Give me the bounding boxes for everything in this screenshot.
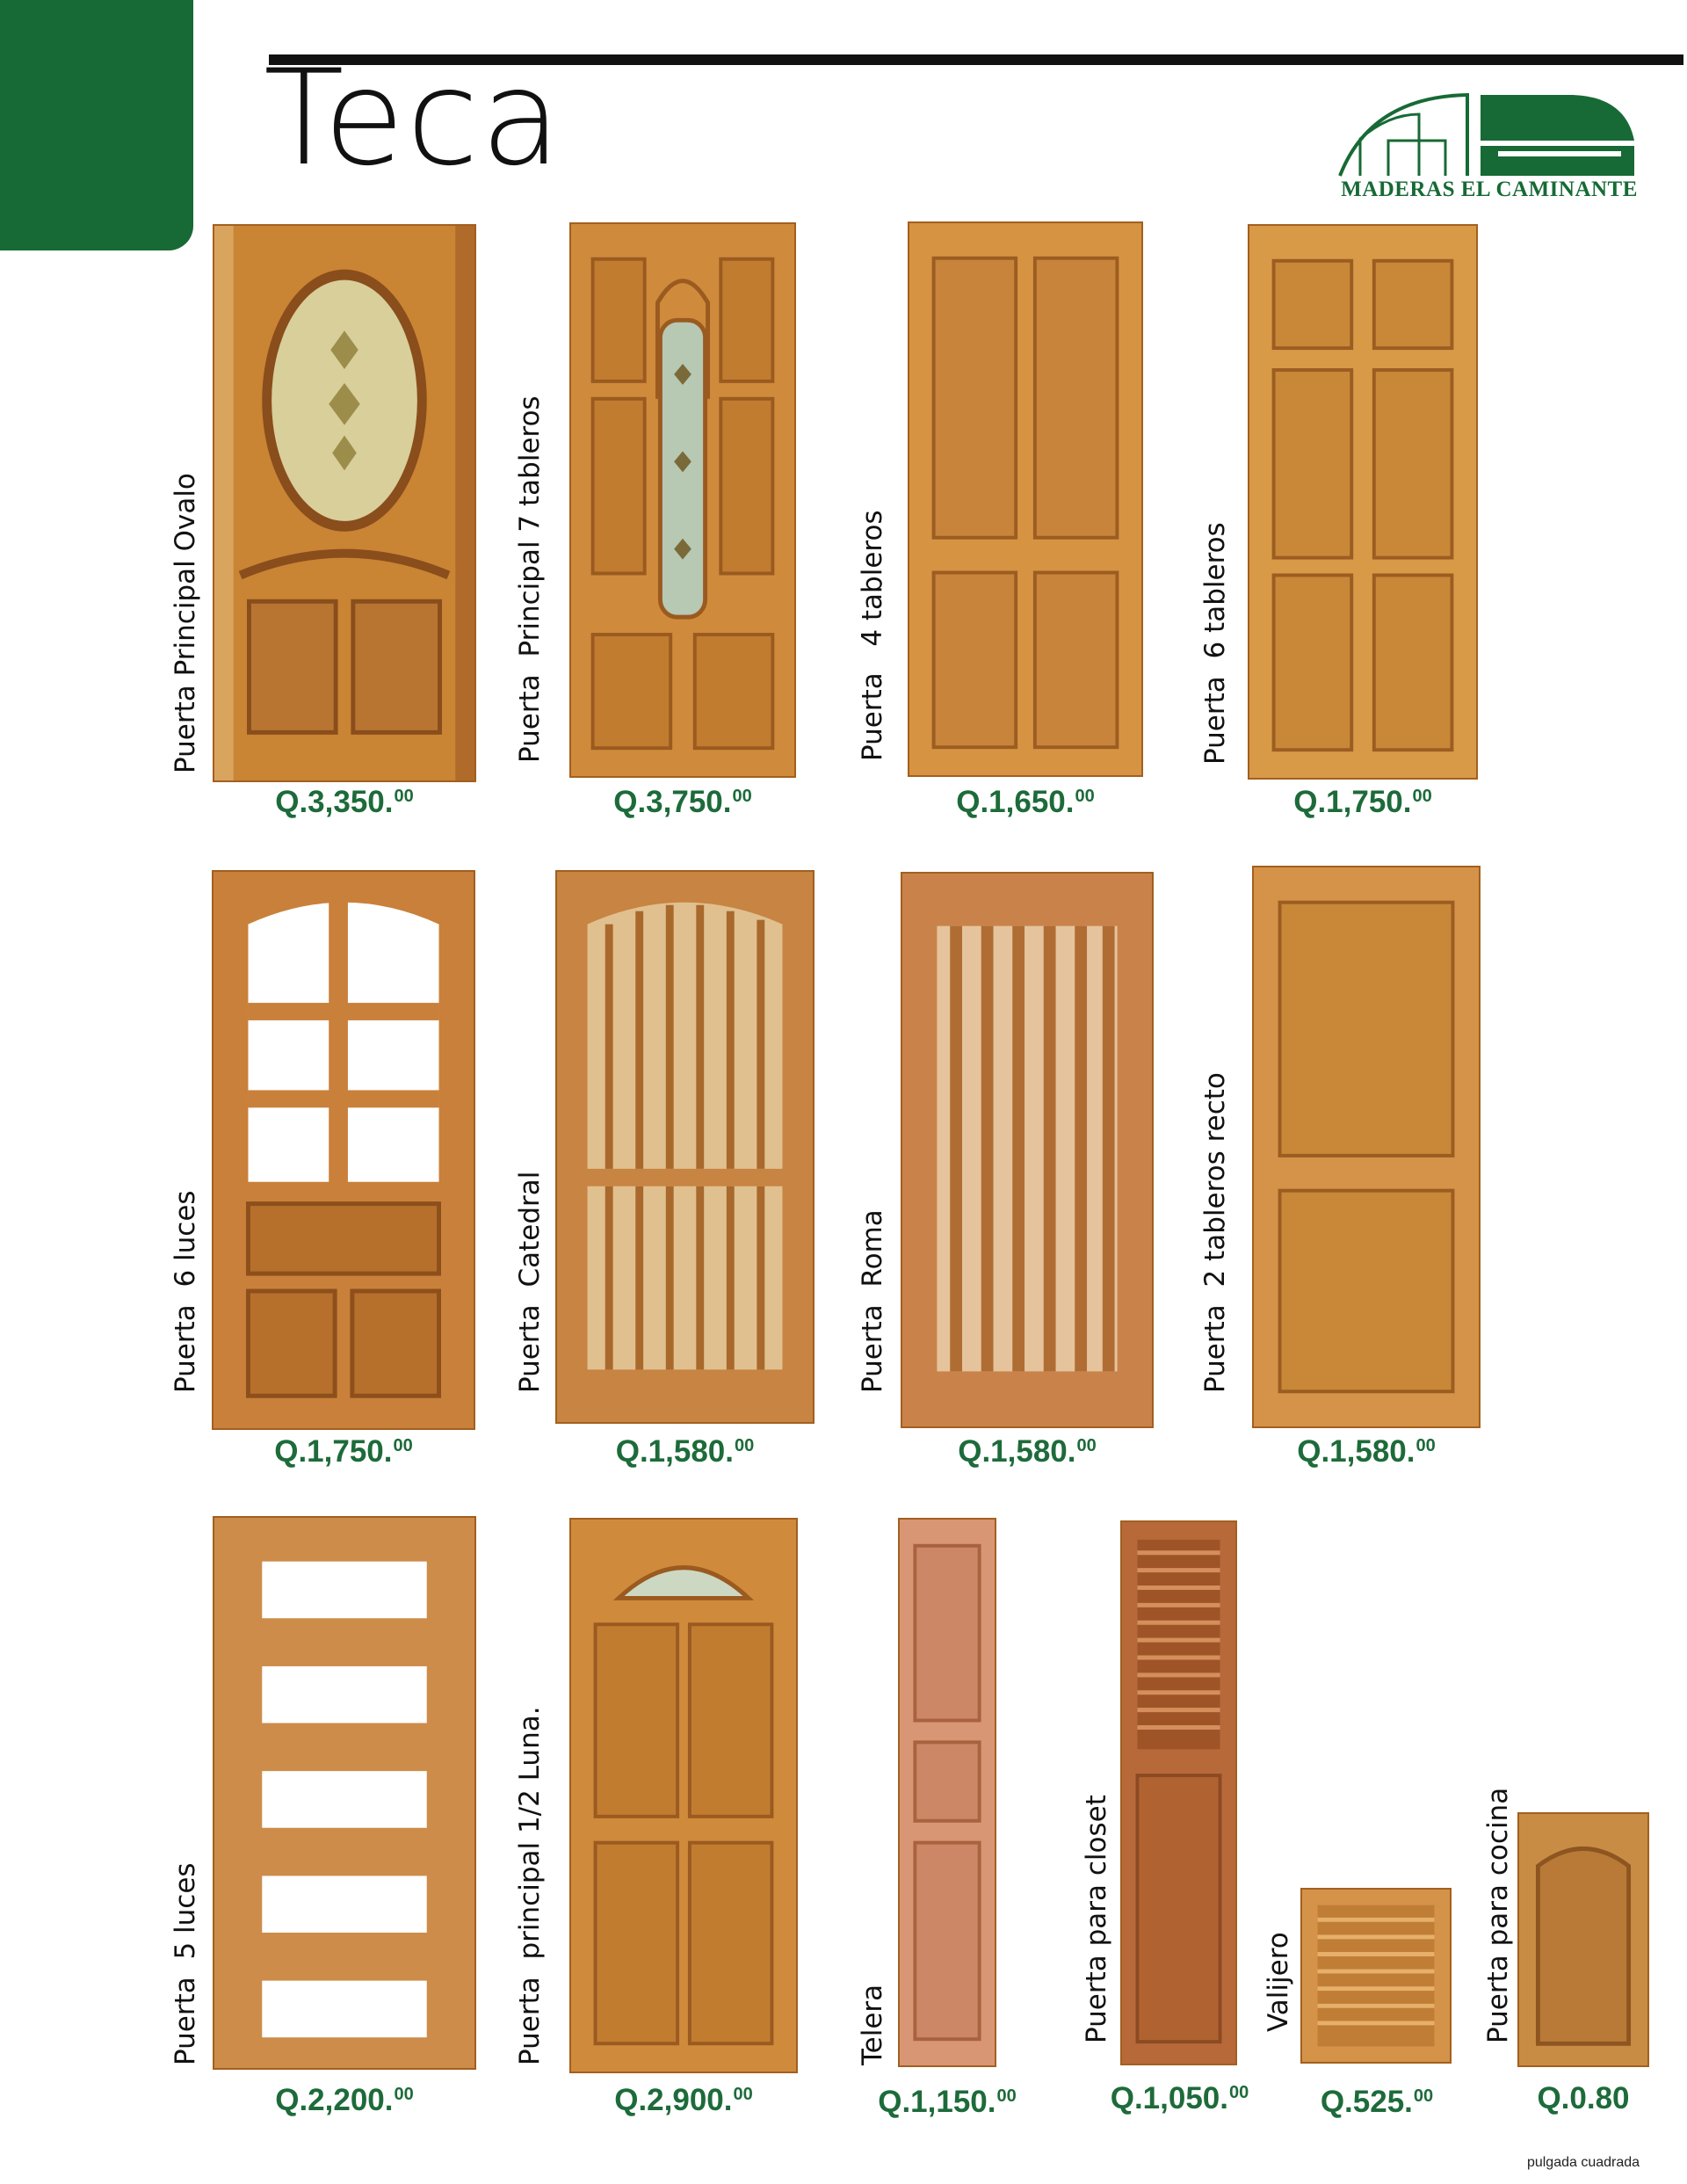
- label-ovalo: Puerta Principal Ovalo: [170, 473, 201, 773]
- label-cocina: Puerta para cocina: [1482, 1787, 1514, 2043]
- brand-name: MADERAS EL CAMINANTE: [1341, 178, 1638, 201]
- price-media-luna: Q.2,900.00: [614, 2083, 753, 2117]
- door-image-valijero: [1300, 1888, 1452, 2064]
- door-image-6-luces: [212, 870, 475, 1430]
- price-roma: Q.1,580.00: [958, 1434, 1097, 1469]
- green-corner-tab: [0, 0, 193, 250]
- door-image-telera: [898, 1518, 996, 2067]
- door-image-7-tableros: [569, 222, 796, 778]
- price-4-tableros: Q.1,650.00: [956, 785, 1095, 819]
- label-7-tableros: Puerta Principal 7 tableros: [514, 395, 546, 763]
- door-image-2-tableros-recto: [1252, 866, 1481, 1428]
- price-telera: Q.1,150.00: [878, 2085, 1017, 2119]
- label-valijero: Valijero: [1263, 1932, 1294, 2032]
- door-image-media-luna: [569, 1518, 798, 2073]
- page-title: Teca: [264, 42, 563, 195]
- label-6-tableros: Puerta 6 tableros: [1199, 522, 1231, 765]
- label-catedral: Puerta Catedral: [514, 1171, 546, 1393]
- door-image-roma: [901, 872, 1154, 1428]
- price-2-tableros-recto: Q.1,580.00: [1297, 1434, 1436, 1469]
- price-6-tableros: Q.1,750.00: [1293, 785, 1432, 819]
- price-5-luces: Q.2,200.00: [275, 2083, 414, 2117]
- door-image-6-tableros: [1248, 224, 1478, 780]
- door-image-ovalo: [213, 224, 476, 782]
- price-ovalo: Q.3,350.00: [275, 785, 414, 819]
- label-4-tableros: Puerta 4 tableros: [857, 510, 888, 761]
- label-closet: Puerta para closet: [1081, 1795, 1112, 2043]
- price-6-luces: Q.1,750.00: [274, 1434, 413, 1469]
- price-closet: Q.1,050.00: [1110, 2081, 1249, 2115]
- price-catedral: Q.1,580.00: [615, 1434, 755, 1469]
- door-image-catedral: [555, 870, 815, 1424]
- price-unit-note: pulgada cuadrada: [1526, 2155, 1640, 2170]
- price-valijero: Q.525.00: [1320, 2085, 1434, 2119]
- door-image-4-tableros: [908, 221, 1143, 777]
- price-7-tableros: Q.3,750.00: [613, 785, 752, 819]
- label-6-luces: Puerta 6 luces: [170, 1190, 201, 1393]
- door-image-5-luces: [213, 1516, 476, 2070]
- label-media-luna: Puerta principal 1/2 Luna.: [514, 1706, 546, 2065]
- label-telera: Telera: [857, 1984, 888, 2065]
- door-image-closet: [1120, 1520, 1237, 2065]
- label-roma: Puerta Roma: [857, 1209, 888, 1393]
- label-2-tableros-recto: Puerta 2 tableros recto: [1199, 1072, 1231, 1393]
- price-cocina: Q.0.80: [1537, 2081, 1630, 2115]
- label-5-luces: Puerta 5 luces: [170, 1862, 201, 2065]
- door-image-cocina: [1517, 1812, 1649, 2067]
